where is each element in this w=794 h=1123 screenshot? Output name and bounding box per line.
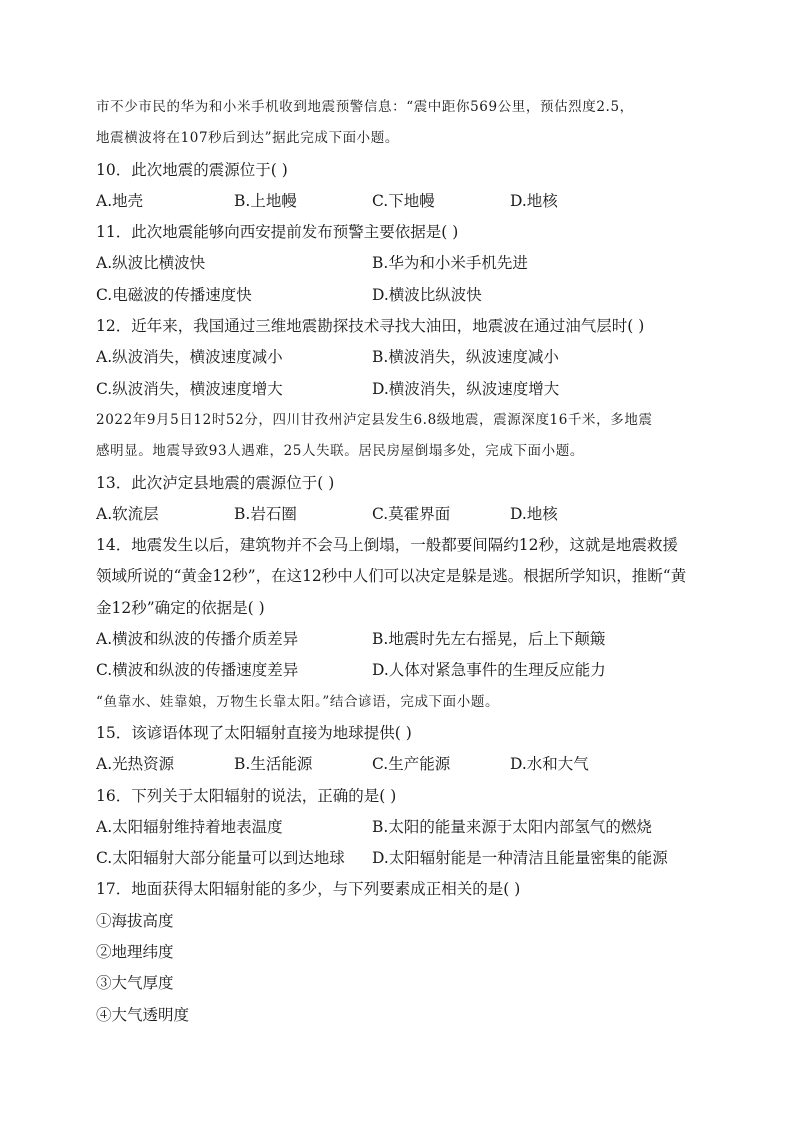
option-a: A.地壳: [96, 191, 144, 210]
passage-3: “鱼靠水、娃靠娘，万物生长靠太阳。”结合谚语，完成下面小题。: [96, 693, 500, 710]
option-d: D.人体对紧急事件的生理反应能力: [372, 661, 606, 680]
option-c: C.生产能源: [372, 755, 451, 774]
question-10-stem: 10．此次地震的震源位于( ): [96, 160, 288, 179]
option-a: A.纵波比横波快: [96, 254, 206, 273]
question-12-stem: 12．近年来，我国通过三维地震勘探技术寻找大油田，地震波在通过油气层时( ): [96, 317, 645, 336]
question-14-stem-line-1: 14．地震发生以后，建筑物并不会马上倒塌，一般都要间隔约12秒，这就是地震救援: [96, 536, 678, 555]
question-17-item-1: ①海拔高度: [96, 911, 174, 930]
question-16-options-row-2: [96, 843, 706, 874]
question-11-options-row-2: [96, 280, 706, 311]
option-a: A.光热资源: [96, 755, 175, 774]
question-13-options: [96, 499, 706, 530]
question-15-options: [96, 749, 706, 780]
passage-1-line-2: 地震横波将在107秒后到达”据此完成下面小题。: [96, 130, 399, 147]
question-14-options-row-2: [96, 655, 706, 686]
option-d: D.水和大气: [510, 755, 589, 774]
option-b: B.地震时先左右摇晃，后上下颠簸: [372, 630, 606, 649]
question-13-stem: 13．此次泸定县地震的震源位于( ): [96, 473, 335, 492]
option-b: B.横波消失，纵波速度减小: [372, 348, 559, 367]
option-d: D.地核: [510, 191, 558, 210]
question-17-item-3: ③大气厚度: [96, 974, 174, 993]
question-16-options-row-1: [96, 812, 706, 843]
passage-1-line-1: 市不少市民的华为和小米手机收到地震预警信息：“震中距你569公里，预估烈度2.5，: [96, 99, 634, 115]
option-b: B.岩石圈: [234, 504, 297, 523]
option-c: C.莫霍界面: [372, 504, 451, 523]
option-d: D.横波消失，纵波速度增大: [372, 379, 560, 398]
option-b: B.上地幔: [234, 191, 297, 210]
question-14-stem-line-2: 领域所说的“黄金12秒”，在这12秒中人们可以决定是躲是逃。根据所学知识，推断“黄: [96, 567, 687, 586]
option-c: C.下地幔: [372, 191, 435, 210]
question-12-options-row-1: [96, 342, 706, 373]
question-14-options-row-1: [96, 624, 706, 655]
option-a: A.太阳辐射维持着地表温度: [96, 817, 283, 836]
option-c: C.太阳辐射大部分能量可以到达地球: [96, 849, 345, 868]
question-11-options-row-1: [96, 248, 706, 279]
question-17-item-4: ④大气透明度: [96, 1005, 190, 1024]
option-d: D.太阳辐射能是一种清洁且能量密集的能源: [372, 849, 668, 868]
option-b: B.太阳的能量来源于太阳内部氢气的燃烧: [372, 817, 652, 836]
question-10-options: [96, 186, 706, 217]
option-d: D.横波比纵波快: [372, 285, 482, 304]
question-17-item-2: ②地理纬度: [96, 943, 174, 962]
option-b: B.生活能源: [234, 755, 313, 774]
question-11-stem: 11．此次地震能够向西安提前发布预警主要依据是( ): [96, 223, 459, 242]
question-16-stem: 16．下列关于太阳辐射的说法，正确的是( ): [96, 786, 397, 805]
option-c: C.纵波消失，横波速度增大: [96, 379, 283, 398]
option-a: A.纵波消失，横波速度减小: [96, 348, 283, 367]
option-a: A.软流层: [96, 504, 159, 523]
question-17-stem: 17．地面获得太阳辐射能的多少，与下列要素成正相关的是( ): [96, 880, 521, 899]
passage-2-line-2: 感明显。地震导致93人遇难，25人失联。居民房屋倒塌多处，完成下面小题。: [96, 443, 584, 460]
question-12-options-row-2: [96, 374, 706, 405]
option-c: C.电磁波的传播速度快: [96, 285, 252, 304]
option-a: A.横波和纵波的传播介质差异: [96, 630, 299, 649]
option-b: B.华为和小米手机先进: [372, 254, 528, 273]
option-c: C.横波和纵波的传播速度差异: [96, 661, 299, 680]
passage-2-line-1: 2022年9月5日12时52分，四川甘孜州泸定县发生6.8级地震，震源深度16千米，多地震: [96, 411, 653, 428]
question-15-stem: 15．该谚语体现了太阳辐射直接为地球提供( ): [96, 723, 412, 742]
question-14-stem-line-3: 金12秒”确定的依据是( ): [96, 598, 265, 617]
option-d: D.地核: [510, 504, 558, 523]
exam-page: [96, 92, 706, 1031]
